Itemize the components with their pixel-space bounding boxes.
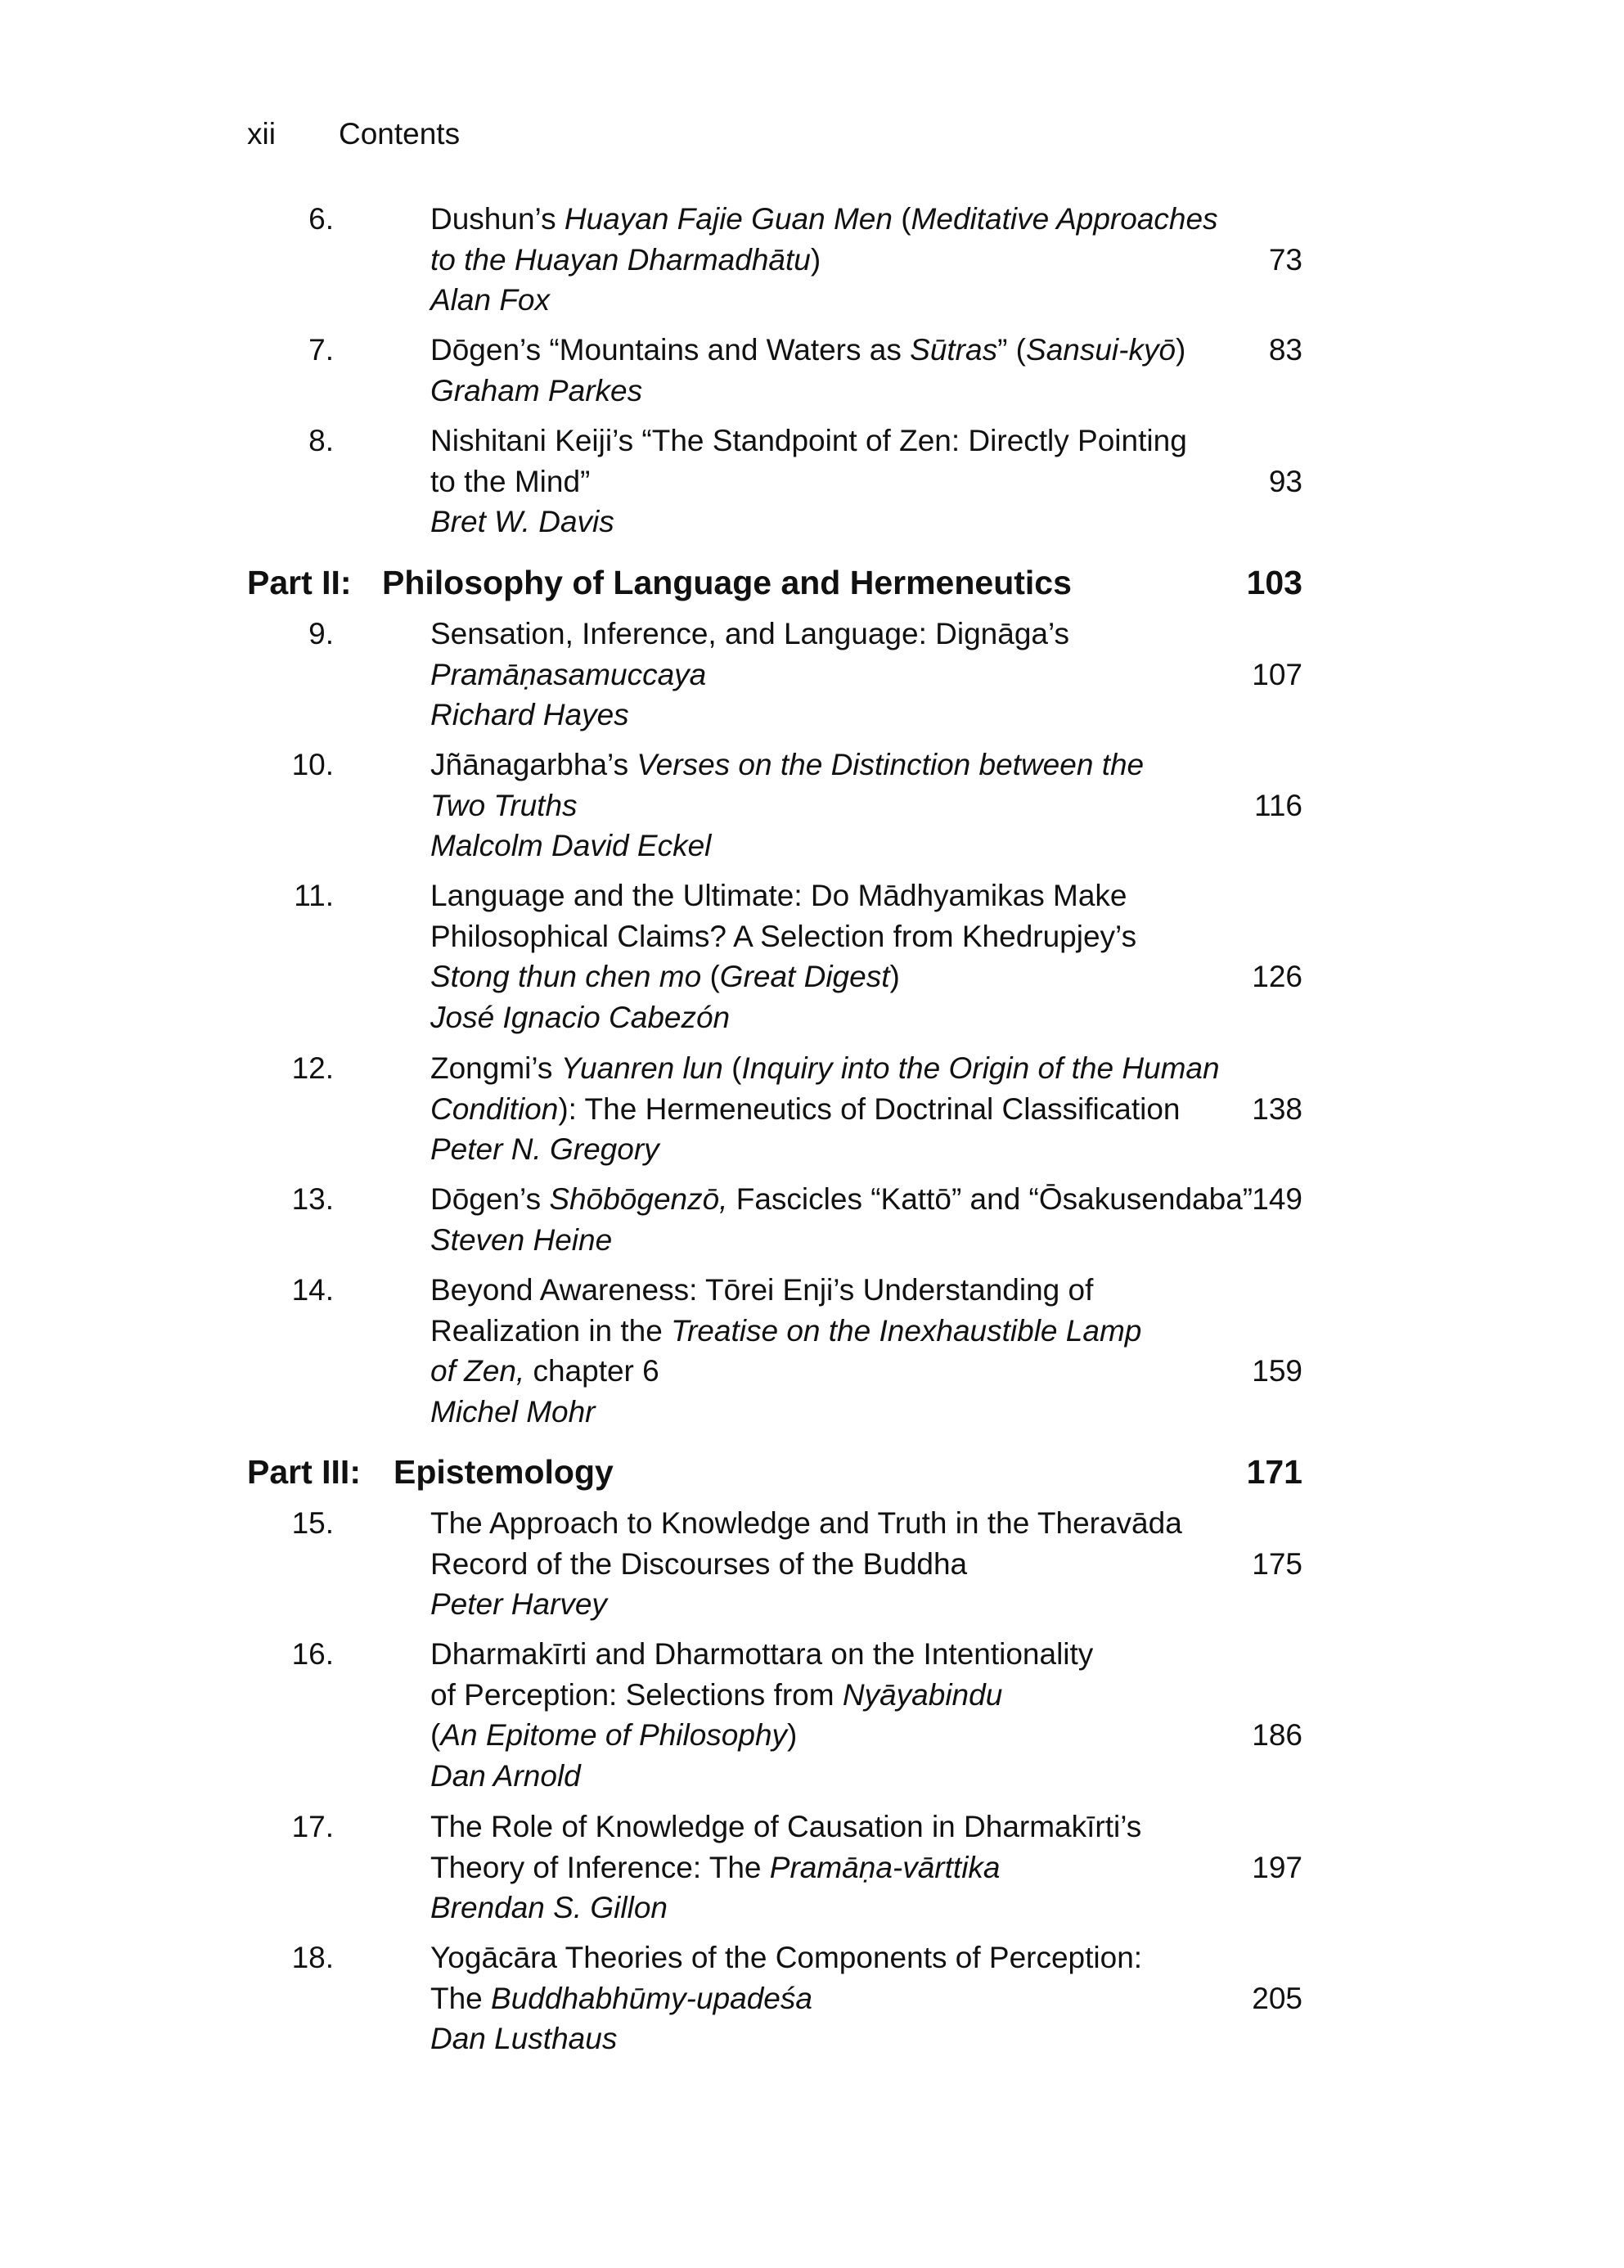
- chapter-number: 12.: [291, 1051, 334, 1085]
- chapter-number: 6.: [308, 202, 334, 236]
- part-label: Part III:: [247, 1453, 361, 1491]
- chapter-title-line: Philosophical Claims? A Selection from Khedrupjey’s: [430, 919, 1137, 953]
- chapter-title-line: Dharmakīrti and Dharmottara on the Intentionality: [430, 1637, 1094, 1671]
- part-title: Philosophy of Language and Hermeneutics: [382, 564, 1072, 601]
- chapter-page-number: 205: [1252, 1981, 1302, 2015]
- toc-entry-10: [247, 745, 1302, 866]
- chapter-page-number: 175: [1252, 1546, 1302, 1581]
- chapter-author: Bret W. Davis: [430, 505, 614, 538]
- chapter-author: Malcolm David Eckel: [430, 829, 712, 862]
- chapter-number: 7.: [308, 333, 334, 367]
- chapter-title-line: Dōgen’s “Mountains and Waters as Sūtras” (Sansui-kyō): [430, 333, 1186, 367]
- chapter-page-number: 93: [1268, 464, 1302, 498]
- toc-entry-7: [247, 330, 1302, 411]
- chapter-title-line: Nishitani Keiji’s “The Standpoint of Zen: Directly Pointing: [430, 424, 1187, 457]
- chapter-title-line: of Perception: Selections from Nyāyabindu: [430, 1677, 1003, 1712]
- toc-entry-16: [247, 1634, 1302, 1796]
- chapter-title-line: Yogācāra Theories of the Components of Perception:: [430, 1941, 1143, 1974]
- chapter-title-line: Two Truths: [430, 788, 578, 822]
- chapter-page-number: 159: [1252, 1354, 1302, 1388]
- chapter-author: Richard Hayes: [430, 698, 629, 731]
- chapter-number: 10.: [291, 748, 334, 781]
- chapter-number: 13.: [291, 1182, 334, 1216]
- chapter-title-line: Theory of Inference: The Pramāṇa-vārttika: [430, 1850, 1001, 1884]
- toc-entry-14: [247, 1270, 1302, 1432]
- part-page-number: 171: [1246, 1453, 1302, 1491]
- chapter-author: Steven Heine: [430, 1222, 613, 1257]
- chapter-author: Brendan S. Gillon: [430, 1891, 668, 1924]
- toc-entry-6: [247, 199, 1302, 321]
- chapter-title-line: The Role of Knowledge of Causation in Dharmakīrti’s: [430, 1810, 1142, 1843]
- toc-entry-12: [247, 1048, 1302, 1170]
- chapter-title-line: Sensation, Inference, and Language: Dignāga’s: [430, 617, 1070, 650]
- part-title: Epistemology: [394, 1453, 614, 1491]
- chapter-page-number: 138: [1252, 1091, 1302, 1126]
- chapter-number: 14.: [291, 1273, 334, 1307]
- chapter-title-line: Record of the Discourses of the Buddha: [430, 1546, 968, 1581]
- chapter-title-line: Dushun’s Huayan Fajie Guan Men (Meditative Approaches: [430, 202, 1218, 236]
- chapter-page-number: 83: [1268, 333, 1302, 367]
- chapter-title-line: to the Huayan Dharmadhātu): [430, 242, 821, 277]
- toc-entry-18: [247, 1937, 1302, 2059]
- chapter-title-line: Language and the Ultimate: Do Mādhyamikas Make: [430, 879, 1127, 912]
- chapter-number: 8.: [308, 424, 334, 457]
- chapter-page-number: 186: [1252, 1718, 1302, 1752]
- chapter-number: 18.: [291, 1941, 334, 1974]
- chapter-page-number: 116: [1254, 788, 1302, 822]
- page-folio: xii: [247, 117, 276, 151]
- running-head-title: Contents: [339, 117, 461, 151]
- chapter-author: Peter Harvey: [430, 1587, 607, 1621]
- toc-entry-9: [247, 614, 1302, 736]
- chapter-title-line: Condition): The Hermeneutics of Doctrinal Classification: [430, 1091, 1181, 1126]
- chapter-page-number: 73: [1268, 242, 1302, 277]
- chapter-number: 15.: [291, 1506, 334, 1540]
- chapter-page-number: 149: [1252, 1182, 1302, 1216]
- toc-entry-11: [247, 875, 1302, 1037]
- chapter-number: 16.: [291, 1637, 334, 1671]
- chapter-title-line: of Zen, chapter 6: [430, 1354, 659, 1388]
- part-label: Part II:: [247, 564, 352, 601]
- chapter-title-line: Realization in the Treatise on the Inexhaustible Lamp: [430, 1313, 1142, 1348]
- toc-entry-8: [247, 421, 1302, 542]
- chapter-author: Graham Parkes: [430, 373, 643, 407]
- chapter-number: 17.: [291, 1810, 334, 1843]
- chapter-title-line: Beyond Awareness: Tōrei Enji’s Understanding of: [430, 1273, 1094, 1307]
- chapter-title-line: to the Mind”: [430, 464, 591, 498]
- chapter-number: 11.: [294, 879, 334, 912]
- running-head: [247, 115, 460, 154]
- chapter-title-line: (An Epitome of Philosophy): [430, 1718, 798, 1752]
- part-page-number: 103: [1246, 564, 1302, 601]
- chapter-title-line: Zongmi’s Yuanren lun (Inquiry into the Origin of the Human: [430, 1051, 1220, 1085]
- chapter-author: Peter N. Gregory: [430, 1132, 659, 1166]
- chapter-author: Alan Fox: [430, 283, 551, 317]
- chapter-author: Dan Arnold: [430, 1758, 581, 1793]
- chapter-author: Michel Mohr: [430, 1394, 596, 1429]
- toc-entry-13: [247, 1179, 1302, 1260]
- toc-entry-15: [247, 1503, 1302, 1625]
- chapter-title-line: Stong thun chen mo (Great Digest): [430, 960, 900, 993]
- chapter-page-number: 197: [1252, 1850, 1302, 1884]
- chapter-author: Dan Lusthaus: [430, 2022, 618, 2055]
- chapter-title-line: Pramāṇasamuccaya: [430, 657, 707, 691]
- chapter-author: José Ignacio Cabezón: [430, 1000, 731, 1034]
- chapter-title-line: Dōgen’s Shōbōgenzō, Fascicles “Kattō” and “Ōsakusendaba”: [430, 1182, 1253, 1216]
- chapter-title-line: The Approach to Knowledge and Truth in the Theravāda: [430, 1506, 1182, 1540]
- chapter-title-line: The Buddhabhūmy-upadeśa: [430, 1981, 812, 2015]
- chapter-page-number: 126: [1252, 960, 1302, 993]
- toc-entry-17: [247, 1807, 1302, 1928]
- chapter-title-line: Jñānagarbha’s Verses on the Distinction between the: [430, 748, 1145, 781]
- chapter-number: 9.: [308, 617, 334, 650]
- chapter-page-number: 107: [1252, 657, 1302, 691]
